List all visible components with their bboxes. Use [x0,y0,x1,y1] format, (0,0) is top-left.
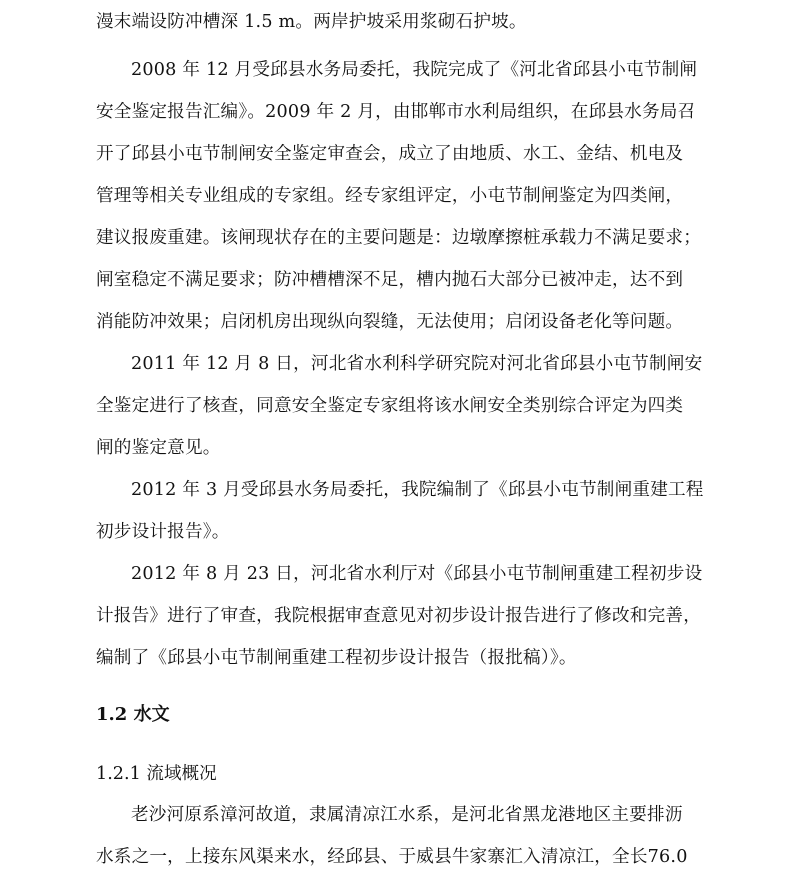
text-line: 消能防冲效果；启闭机房出现纵向裂缝，无法使用；启闭设备老化等问题。 [96,312,684,332]
paragraph-start: 2008 年 12 月受邱县水务局委托，我院完成了《河北省邱县小屯节制闸 [131,60,698,80]
paragraph-start: 2012 年 3 月受邱县水务局委托，我院编制了《邱县小屯节制闸重建工程 [131,480,704,500]
paragraph-start: 2011 年 12 月 8 日，河北省水利科学研究院对河北省邱县小屯节制闸安 [131,354,703,374]
paragraph-start: 老沙河原系漳河故道，隶属清凉江水系，是河北省黑龙港地区主要排沥 [131,805,683,825]
text-line: 编制了《邱县小屯节制闸重建工程初步设计报告（报批稿）》。 [96,648,577,668]
text-line: 计报告》进行了审查，我院根据审查意见对初步设计报告进行了修改和完善， [96,606,701,626]
section-heading: 1.2 水文 [96,704,170,725]
subsection-heading: 1.2.1 流域概况 [96,764,217,784]
text-line: 开了邱县小屯节制闸安全鉴定审查会，成立了由地质、水工、金结、机电及 [96,144,684,164]
text-line: 闸室稳定不满足要求；防冲槽槽深不足，槽内抛石大部分已被冲走，达不到 [96,270,684,290]
text-line: 全鉴定进行了核查，同意安全鉴定专家组将该水闸安全类别综合评定为四类 [96,396,684,416]
paragraph-start: 2012 年 8 月 23 日，河北省水利厅对《邱县小屯节制闸重建工程初步设 [131,564,703,584]
text-line: 水系之一，上接东风渠来水，经邱县、于威县牛家寨汇入清凉江，全长76.0 [96,847,688,867]
text-line: 管理等相关专业组成的专家组。经专家组评定，小屯节制闸鉴定为四类闸， [96,186,684,206]
text-line: 建议报废重建。该闸现状存在的主要问题是：边墩摩擦桩承载力不满足要求； [96,228,701,248]
text-line: 漫末端设防冲槽深 1.5 m。两岸护坡采用浆砌石护坡。 [96,12,527,32]
text-line: 闸的鉴定意见。 [96,438,221,458]
text-line: 初步设计报告》。 [96,522,230,542]
text-line: 安全鉴定报告汇编》。2009 年 2 月，由邯郸市水利局组织，在邱县水务局召 [96,102,696,122]
